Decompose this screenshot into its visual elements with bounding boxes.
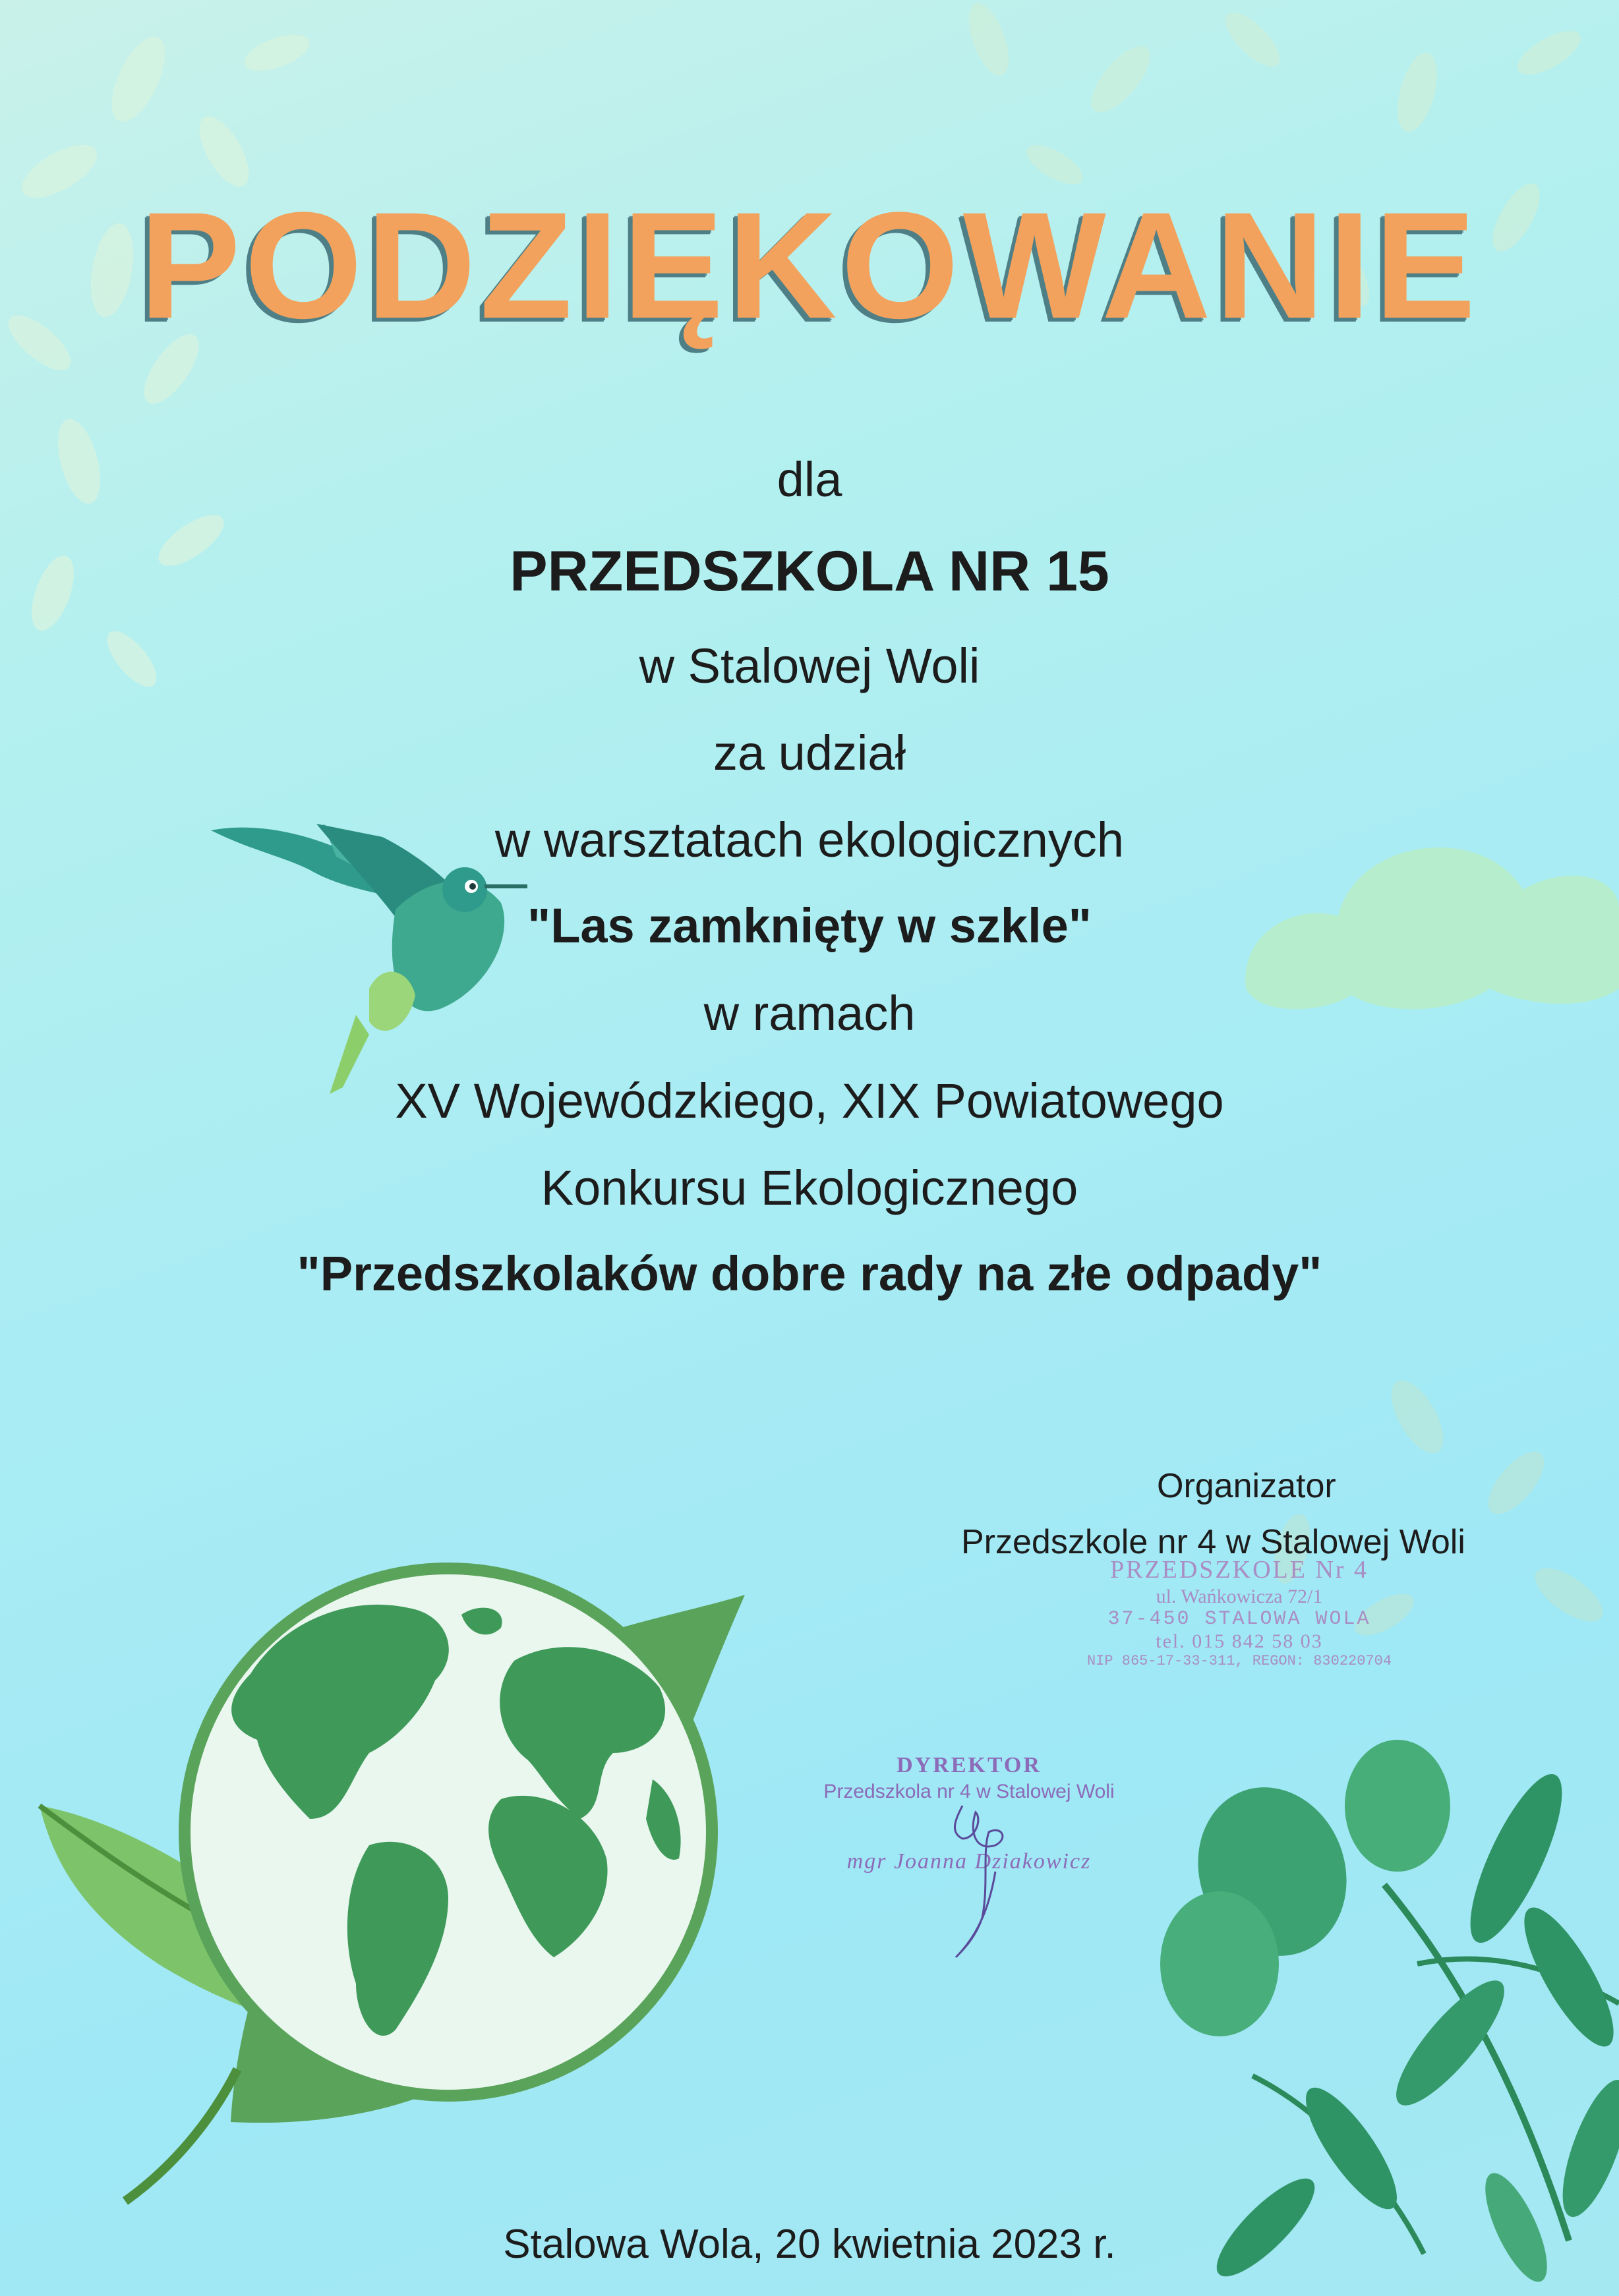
organizer-name: Przedszkole nr 4 w Stalowej Woli (961, 1523, 1465, 1561)
text-participation: za udział (713, 726, 906, 780)
text-workshops: w warsztatach ekologicznych (494, 813, 1125, 867)
contest-type: Konkursu Ekologicznego (541, 1161, 1078, 1215)
workshop-title: "Las zamknięty w szkle" (527, 898, 1092, 953)
stamp-school-name: PRZEDSZKOLE Nr 4 (1109, 1556, 1369, 1584)
director-name: mgr Joanna Dziakowicz (846, 1849, 1092, 1874)
stamp-phone: tel. 015 842 58 03 (1156, 1630, 1323, 1652)
contest-level: XV Wojewódzkiego, XIX Powiatowego (395, 1074, 1224, 1128)
text-framework: w ramach (703, 986, 916, 1041)
director-school: Przedszkola nr 4 w Stalowej Woli (823, 1781, 1115, 1802)
globe-on-leaf-icon (40, 1568, 745, 2201)
contest-title: "Przedszkolaków dobre rady na złe odpady" (297, 1246, 1322, 1301)
school-stamp (1055, 1555, 1424, 1669)
place-and-date: Stalowa Wola, 20 kwietnia 2023 r. (503, 2222, 1116, 2267)
recipient-city: w Stalowej Woli (639, 639, 980, 693)
director-title: DYREKTOR (897, 1753, 1042, 1777)
stamp-nip-regon: NIP 865-17-33-311, REGON: 830220704 (1086, 1653, 1392, 1669)
stamp-postal: 37-450 STALOWA WOLA (1107, 1608, 1371, 1630)
stamp-street: ul. Wańkowicza 72/1 (1156, 1586, 1323, 1607)
organizer-label: Organizator (1157, 1467, 1336, 1505)
branches-bottom-right-icon (1160, 1740, 1619, 2289)
handwritten-signature (936, 1793, 1028, 1964)
text-dla: dla (777, 452, 842, 507)
certificate-title: PODZIĘKOWANIE (139, 181, 1480, 350)
recipient-name: PRZEDSZKOLA NR 15 (510, 540, 1109, 603)
